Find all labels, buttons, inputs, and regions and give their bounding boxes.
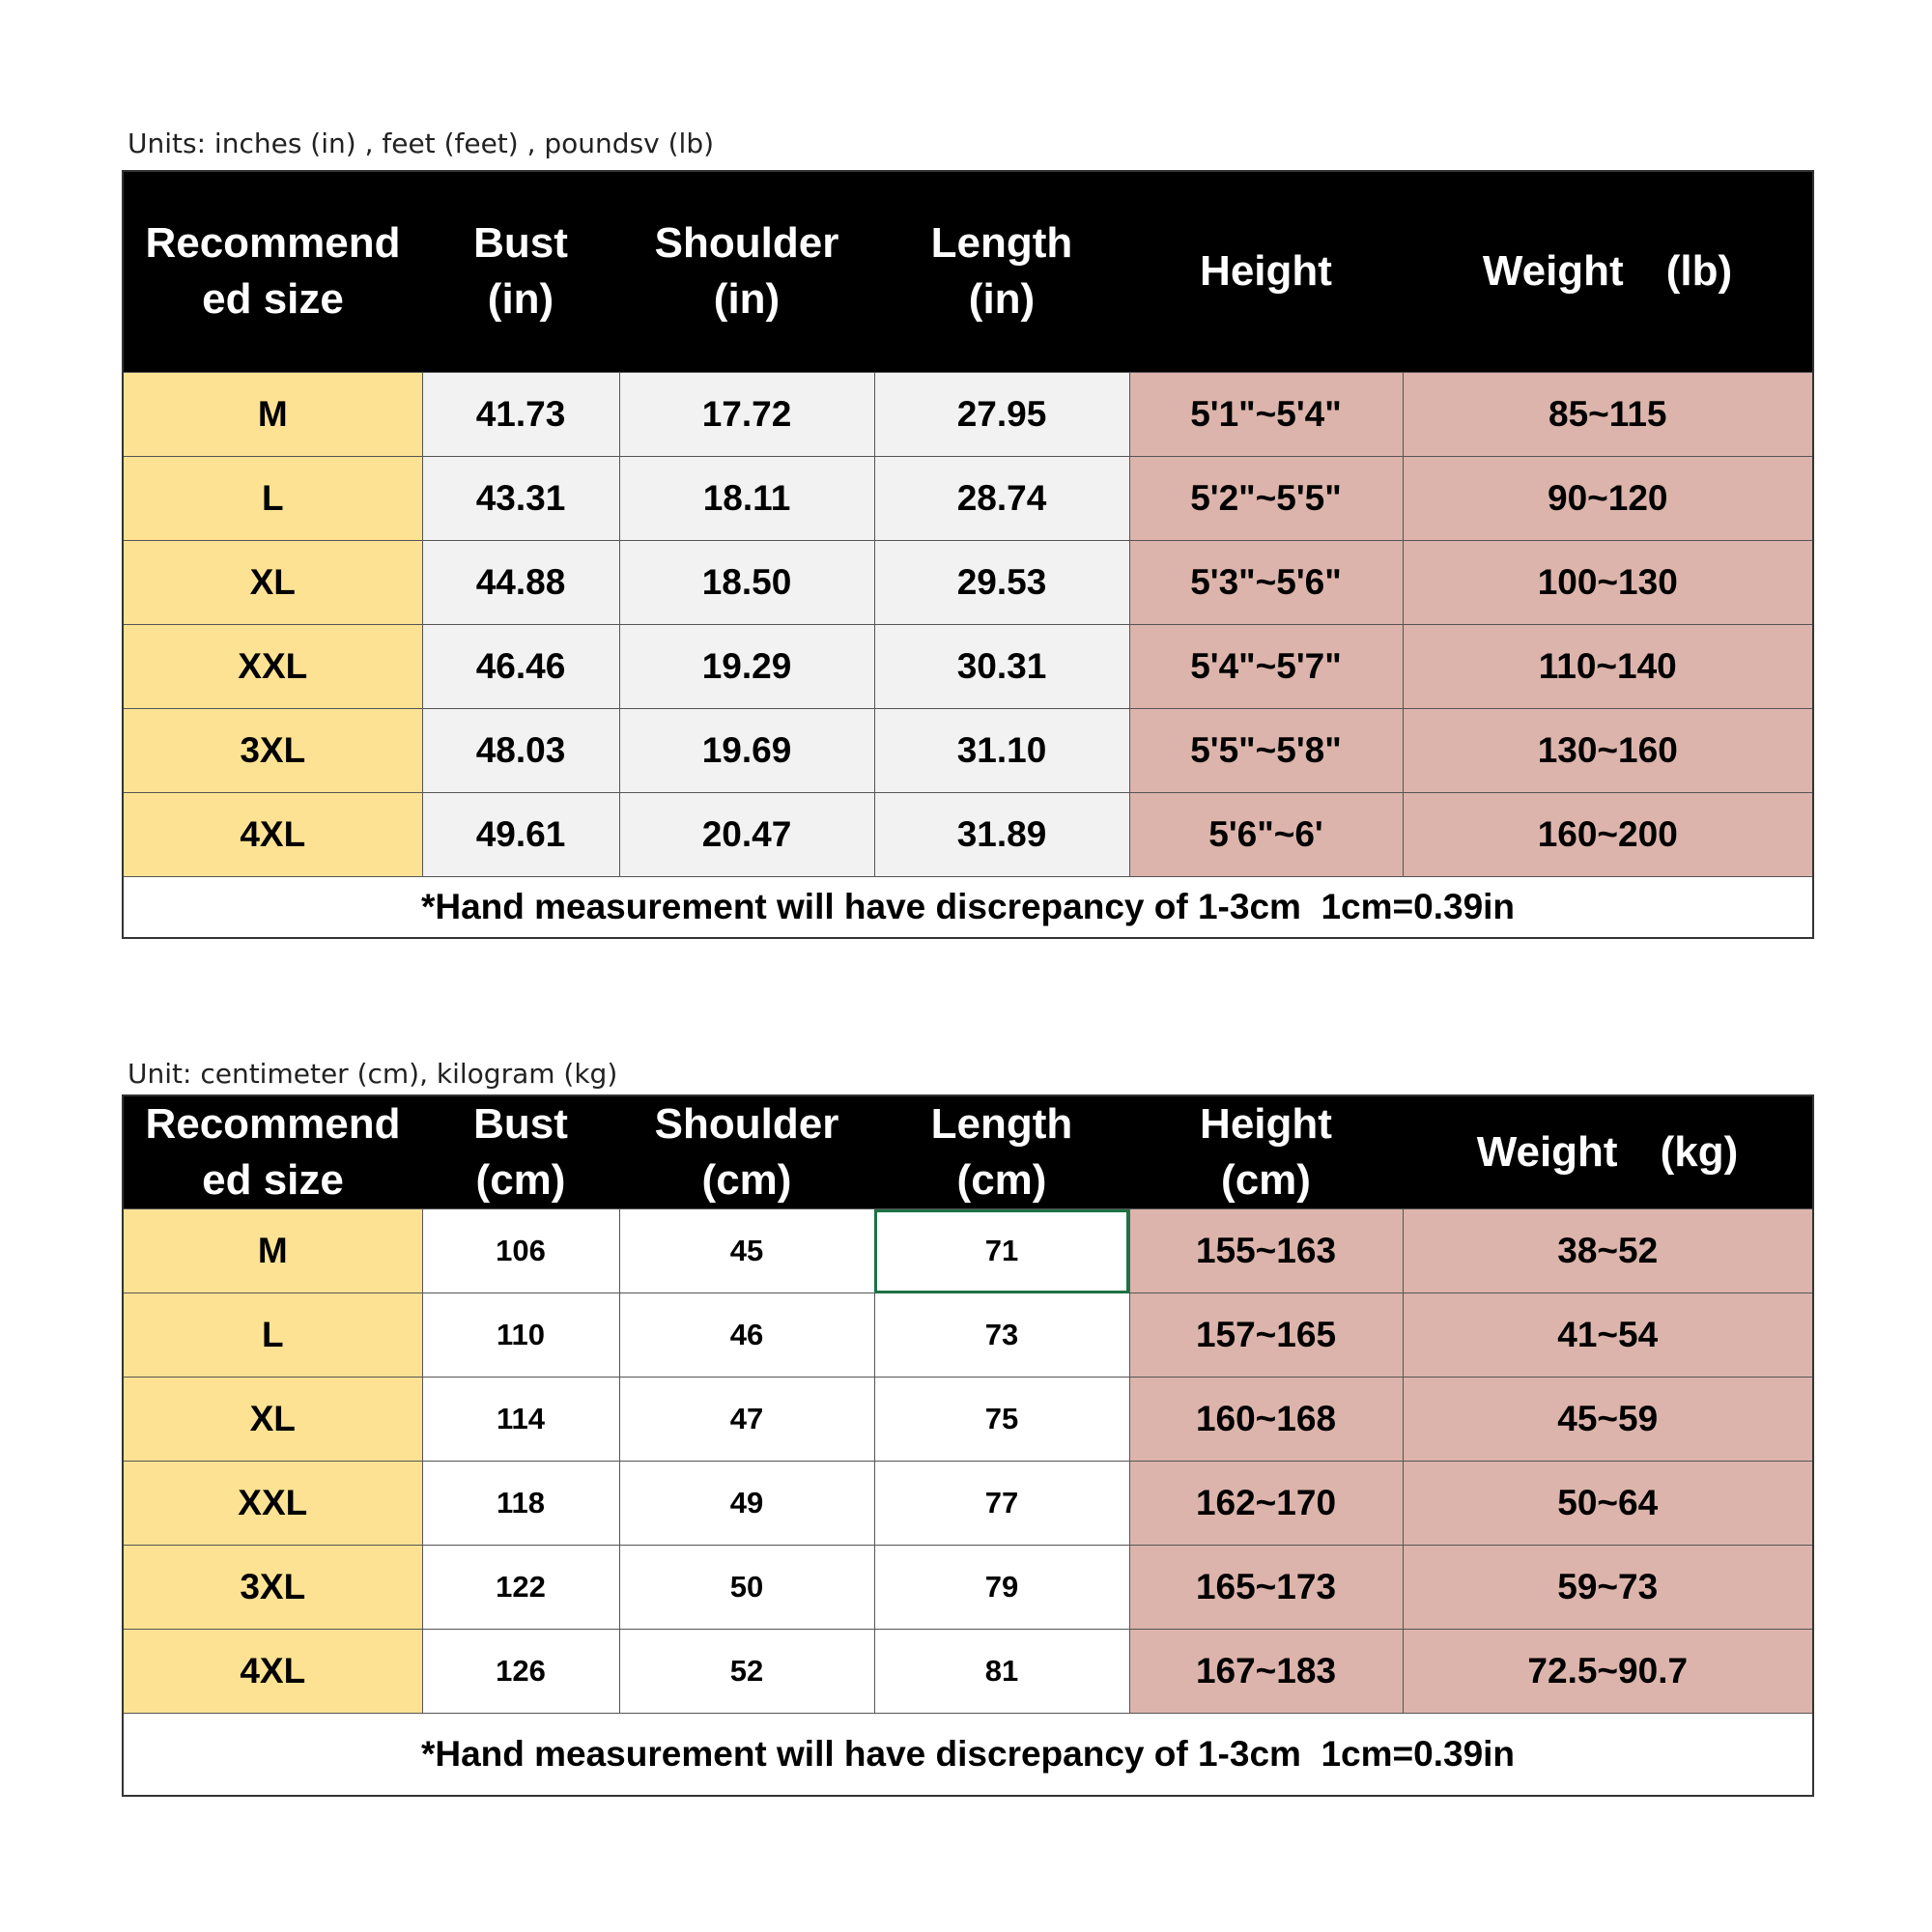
- height-cell[interactable]: 5'6"~6': [1129, 792, 1403, 876]
- table-row: [123, 1630, 1813, 1714]
- height-cell[interactable]: 5'3"~5'6": [1129, 540, 1403, 624]
- header-length[interactable]: Length (cm): [874, 1095, 1129, 1209]
- size-cell[interactable]: L: [123, 1293, 422, 1378]
- shoulder-cell[interactable]: 20.47: [619, 792, 874, 876]
- table-row: [123, 708, 1813, 792]
- height-cell[interactable]: 5'4"~5'7": [1129, 624, 1403, 708]
- table-row: [123, 792, 1813, 876]
- height-cell[interactable]: 5'2"~5'5": [1129, 456, 1403, 540]
- header-height[interactable]: Height (cm): [1129, 1095, 1403, 1209]
- imperial-units-caption: Units: inches (in) , feet (feet) , poundsv (lb): [128, 128, 715, 159]
- height-cell[interactable]: 160~168: [1129, 1378, 1403, 1462]
- bust-cell[interactable]: 48.03: [422, 708, 619, 792]
- table-row: [123, 1462, 1813, 1546]
- length-cell[interactable]: 31.10: [874, 708, 1129, 792]
- table-row: [123, 372, 1813, 456]
- header-recommended-size[interactable]: Recommend ed size: [123, 171, 422, 372]
- weight-cell[interactable]: 160~200: [1403, 792, 1813, 876]
- bust-cell[interactable]: 43.31: [422, 456, 619, 540]
- weight-cell[interactable]: 72.5~90.7: [1403, 1630, 1813, 1714]
- header-weight[interactable]: Weight (kg): [1403, 1095, 1813, 1209]
- shoulder-cell[interactable]: 18.50: [619, 540, 874, 624]
- header-bust[interactable]: Bust (in): [422, 171, 619, 372]
- bust-cell[interactable]: 106: [422, 1209, 619, 1293]
- size-cell[interactable]: 3XL: [123, 708, 422, 792]
- weight-cell[interactable]: 90~120: [1403, 456, 1813, 540]
- length-cell[interactable]: 30.31: [874, 624, 1129, 708]
- shoulder-cell[interactable]: 45: [619, 1209, 874, 1293]
- table-row: [123, 1209, 1813, 1293]
- bust-cell[interactable]: 44.88: [422, 540, 619, 624]
- size-cell[interactable]: 4XL: [123, 1630, 422, 1714]
- length-cell[interactable]: 27.95: [874, 372, 1129, 456]
- bust-cell[interactable]: 49.61: [422, 792, 619, 876]
- weight-cell[interactable]: 41~54: [1403, 1293, 1813, 1378]
- length-cell[interactable]: 71: [874, 1209, 1129, 1293]
- weight-cell[interactable]: 59~73: [1403, 1546, 1813, 1630]
- length-cell[interactable]: 75: [874, 1378, 1129, 1462]
- header-shoulder[interactable]: Shoulder (cm): [619, 1095, 874, 1209]
- height-cell[interactable]: 165~173: [1129, 1546, 1403, 1630]
- table-row: [123, 1546, 1813, 1630]
- length-cell[interactable]: 28.74: [874, 456, 1129, 540]
- shoulder-cell[interactable]: 47: [619, 1378, 874, 1462]
- table-row: [123, 540, 1813, 624]
- length-cell[interactable]: 73: [874, 1293, 1129, 1378]
- bust-cell[interactable]: 41.73: [422, 372, 619, 456]
- weight-cell[interactable]: 130~160: [1403, 708, 1813, 792]
- metric-size-table: [122, 1094, 1814, 1797]
- bust-cell[interactable]: 46.46: [422, 624, 619, 708]
- length-cell[interactable]: 31.89: [874, 792, 1129, 876]
- imperial-note-row: [123, 876, 1813, 938]
- metric-note-row: [123, 1714, 1813, 1797]
- height-cell[interactable]: 162~170: [1129, 1462, 1403, 1546]
- imperial-size-table: [122, 170, 1814, 939]
- weight-cell[interactable]: 100~130: [1403, 540, 1813, 624]
- table-row: [123, 1378, 1813, 1462]
- bust-cell[interactable]: 122: [422, 1546, 619, 1630]
- shoulder-cell[interactable]: 46: [619, 1293, 874, 1378]
- metric-header-row: [123, 1095, 1813, 1209]
- header-bust[interactable]: Bust (cm): [422, 1095, 619, 1209]
- height-cell[interactable]: 155~163: [1129, 1209, 1403, 1293]
- weight-cell[interactable]: 38~52: [1403, 1209, 1813, 1293]
- table-row: [123, 1293, 1813, 1378]
- size-cell[interactable]: 3XL: [123, 1546, 422, 1630]
- header-shoulder[interactable]: Shoulder (in): [619, 171, 874, 372]
- shoulder-cell[interactable]: 52: [619, 1630, 874, 1714]
- height-cell[interactable]: 157~165: [1129, 1293, 1403, 1378]
- bust-cell[interactable]: 110: [422, 1293, 619, 1378]
- header-height[interactable]: Height: [1129, 171, 1403, 372]
- table-row: [123, 456, 1813, 540]
- header-recommended-size[interactable]: Recommend ed size: [123, 1095, 422, 1209]
- shoulder-cell[interactable]: 49: [619, 1462, 874, 1546]
- shoulder-cell[interactable]: 19.29: [619, 624, 874, 708]
- imperial-header-row: [123, 171, 1813, 372]
- size-cell[interactable]: XXL: [123, 1462, 422, 1546]
- size-cell[interactable]: XXL: [123, 624, 422, 708]
- shoulder-cell[interactable]: 50: [619, 1546, 874, 1630]
- size-cell[interactable]: M: [123, 372, 422, 456]
- length-cell[interactable]: 81: [874, 1630, 1129, 1714]
- bust-cell[interactable]: 126: [422, 1630, 619, 1714]
- size-cell[interactable]: XL: [123, 540, 422, 624]
- height-cell[interactable]: 5'1"~5'4": [1129, 372, 1403, 456]
- shoulder-cell[interactable]: 19.69: [619, 708, 874, 792]
- length-cell[interactable]: 79: [874, 1546, 1129, 1630]
- weight-cell[interactable]: 110~140: [1403, 624, 1813, 708]
- table-row: [123, 624, 1813, 708]
- length-cell[interactable]: 29.53: [874, 540, 1129, 624]
- header-length[interactable]: Length (in): [874, 171, 1129, 372]
- measurement-note[interactable]: *Hand measurement will have discrepancy of 1-3cm 1cm=0.39in: [123, 1714, 1813, 1797]
- header-weight[interactable]: Weight (lb): [1403, 171, 1813, 372]
- bust-cell[interactable]: 118: [422, 1462, 619, 1546]
- shoulder-cell[interactable]: 17.72: [619, 372, 874, 456]
- weight-cell[interactable]: 50~64: [1403, 1462, 1813, 1546]
- height-cell[interactable]: 5'5"~5'8": [1129, 708, 1403, 792]
- measurement-note[interactable]: *Hand measurement will have discrepancy of 1-3cm 1cm=0.39in: [123, 876, 1813, 938]
- size-cell[interactable]: XL: [123, 1378, 422, 1462]
- size-cell[interactable]: 4XL: [123, 792, 422, 876]
- bust-cell[interactable]: 114: [422, 1378, 619, 1462]
- height-cell[interactable]: 167~183: [1129, 1630, 1403, 1714]
- weight-cell[interactable]: 85~115: [1403, 372, 1813, 456]
- metric-units-caption: Unit: centimeter (cm), kilogram (kg): [128, 1058, 618, 1090]
- shoulder-cell[interactable]: 18.11: [619, 456, 874, 540]
- size-cell[interactable]: M: [123, 1209, 422, 1293]
- length-cell[interactable]: 77: [874, 1462, 1129, 1546]
- size-cell[interactable]: L: [123, 456, 422, 540]
- weight-cell[interactable]: 45~59: [1403, 1378, 1813, 1462]
